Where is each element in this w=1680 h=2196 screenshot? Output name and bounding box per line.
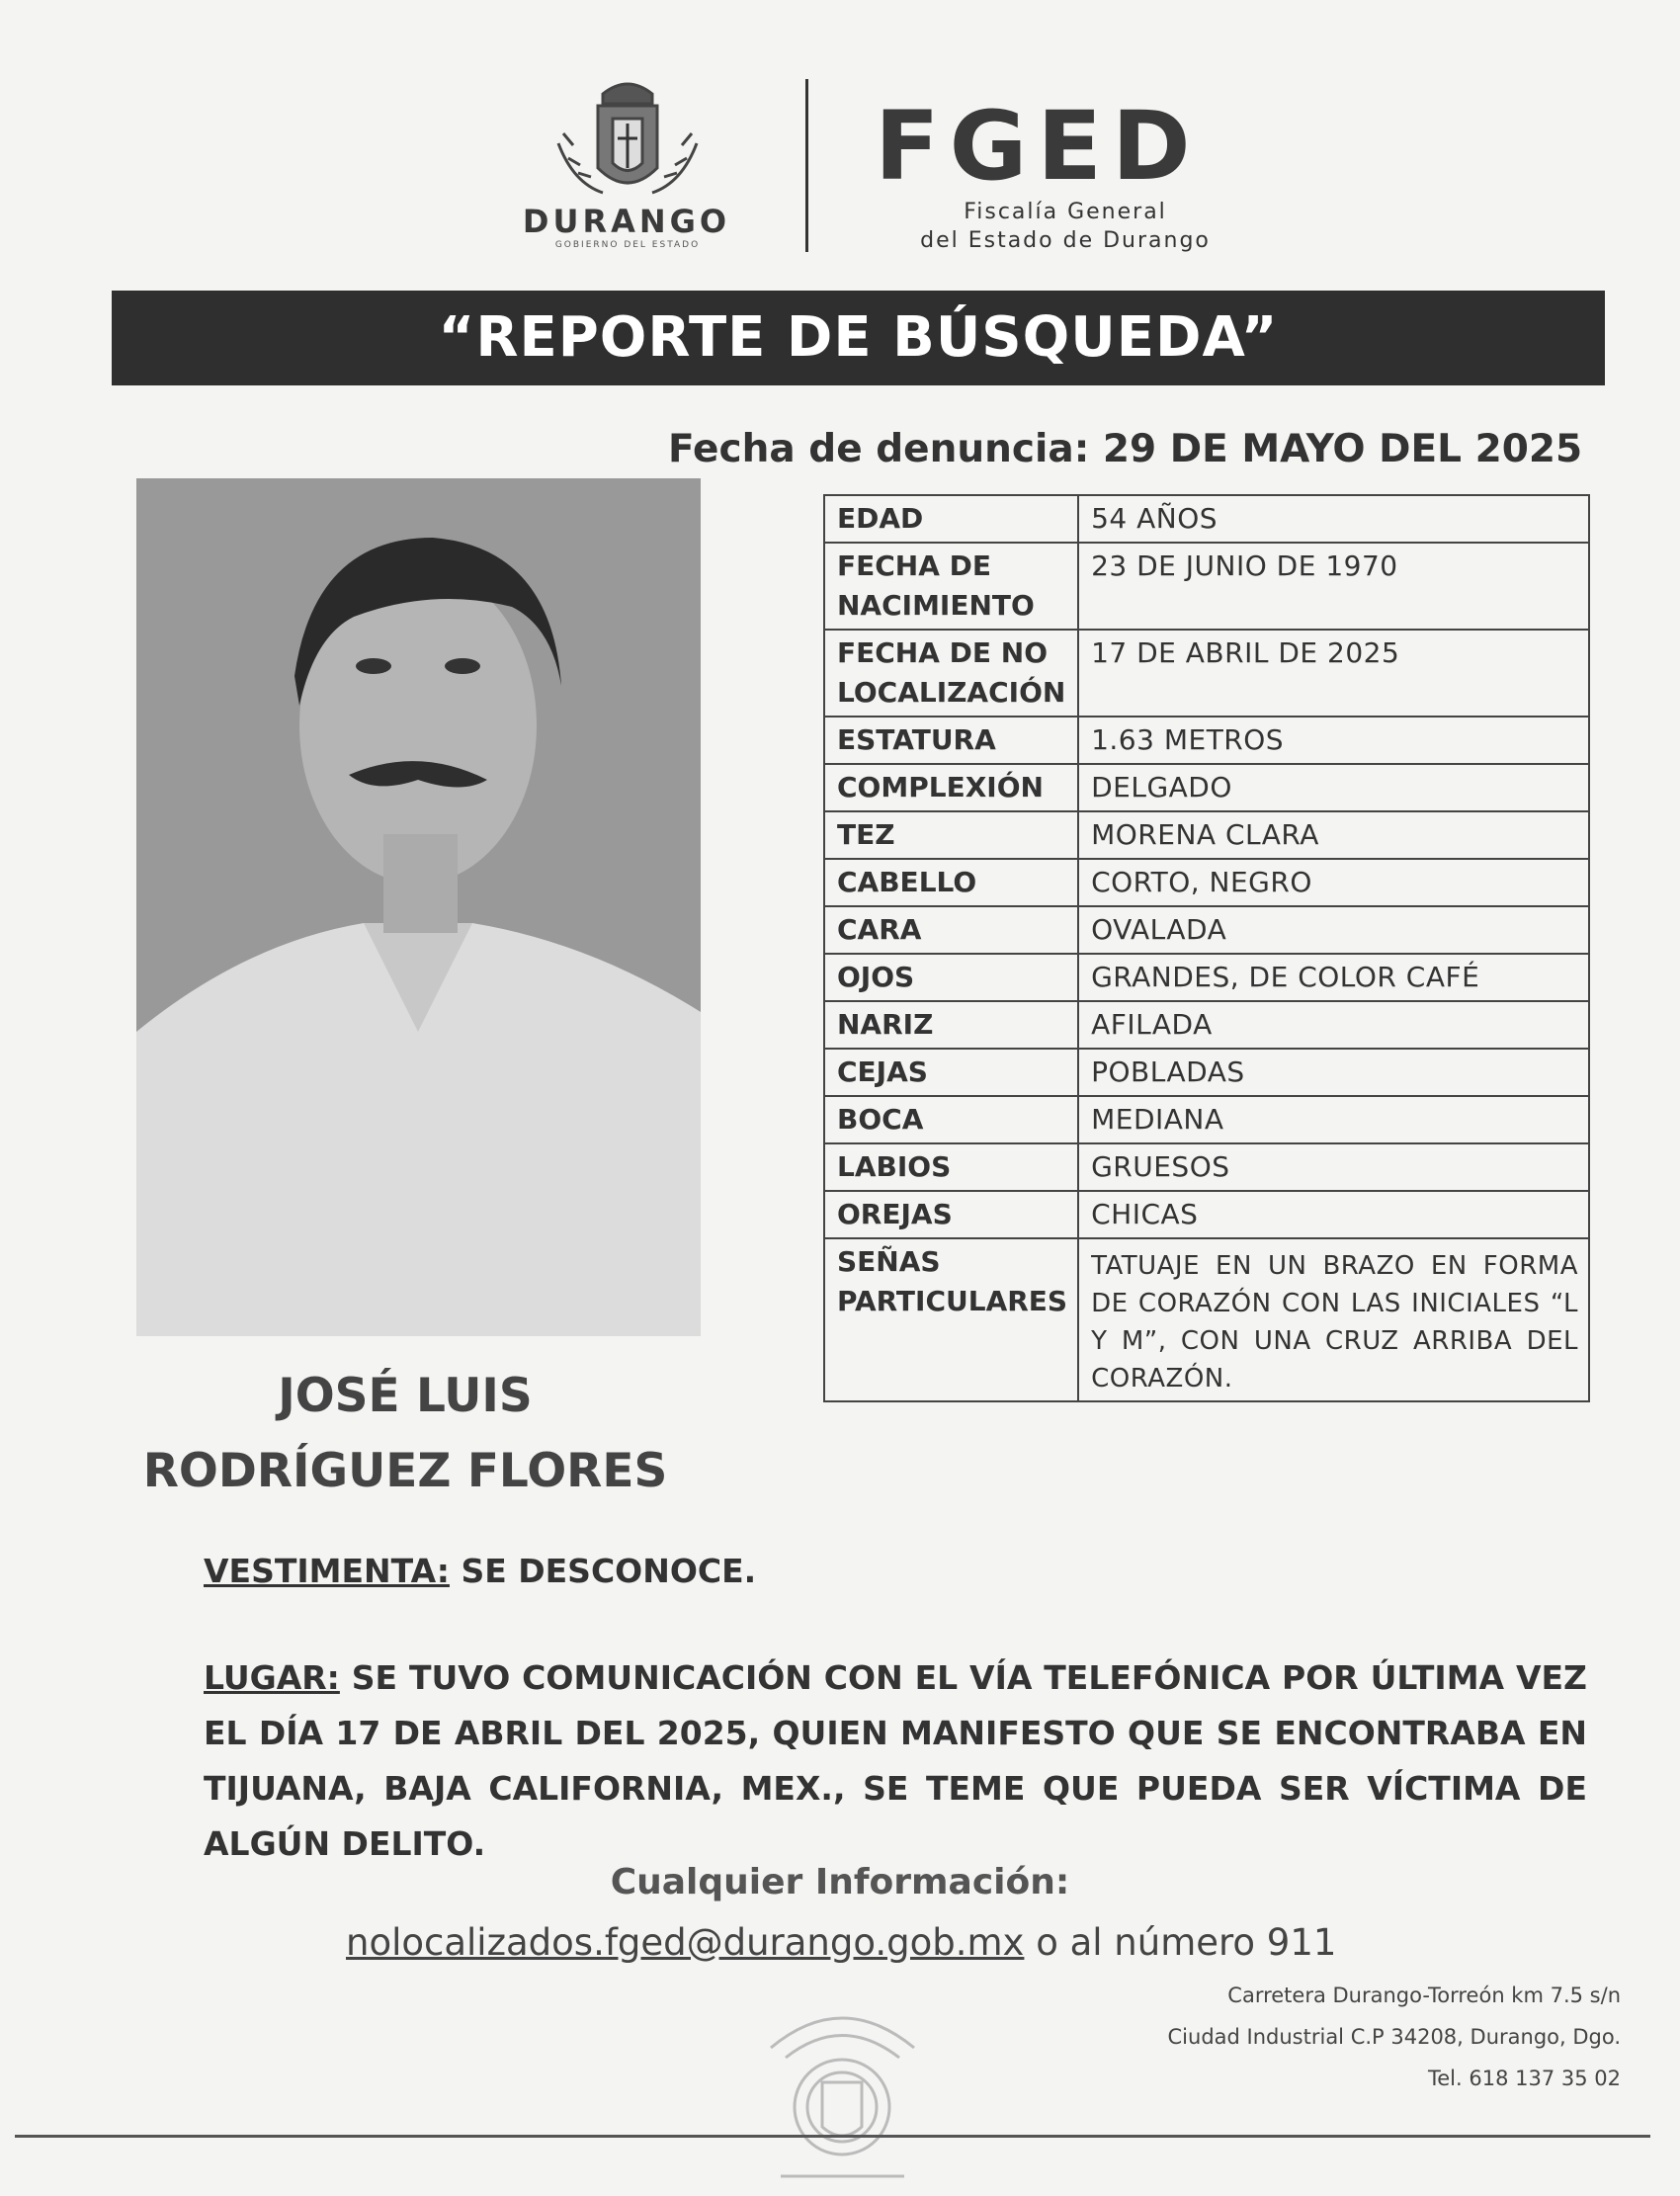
details-label: CARA: [824, 906, 1078, 954]
header-divider: [805, 79, 808, 252]
details-row: [824, 717, 1589, 764]
details-value: POBLADAS: [1078, 1049, 1589, 1096]
person-name-line2: RODRÍGUEZ FLORES: [142, 1444, 668, 1498]
details-label: BOCA: [824, 1096, 1078, 1143]
details-value: OVALADA: [1078, 906, 1589, 954]
place-label: LUGAR:: [204, 1658, 340, 1697]
agency-name: [878, 198, 1253, 255]
details-value: 17 DE ABRIL DE 2025: [1078, 630, 1589, 717]
report-title-banner: “REPORTE DE BÚSQUEDA”: [112, 291, 1605, 385]
details-label: ESTATURA: [824, 717, 1078, 764]
details-value: CORTO, NEGRO: [1078, 859, 1589, 906]
details-label: LABIOS: [824, 1143, 1078, 1191]
details-label: TEZ: [824, 811, 1078, 859]
details-label: NARIZ: [824, 1001, 1078, 1049]
details-value: DELGADO: [1078, 764, 1589, 811]
contact-heading: Cualquier Información:: [610, 1862, 1070, 1902]
details-value: 23 DE JUNIO DE 1970: [1078, 543, 1589, 630]
details-value: TATUAJE EN UN BRAZO EN FORMA DE CORAZÓN CON LAS INICIALES “L Y M”, CON UNA CRUZ ARRIBA DEL CORAZÓN.: [1078, 1238, 1589, 1401]
agency-address: [1067, 1975, 1621, 2099]
details-value: 1.63 METROS: [1078, 717, 1589, 764]
details-row: [824, 1049, 1589, 1096]
details-row: [824, 495, 1589, 543]
fged-seal-icon: [751, 1988, 934, 2186]
details-label: CABELLO: [824, 859, 1078, 906]
details-value: MORENA CLARA: [1078, 811, 1589, 859]
details-label: SEÑAS PARTICULARES: [824, 1238, 1078, 1401]
footer-divider: [15, 2135, 1650, 2138]
contact-email-link[interactable]: nolocalizados.fged@durango.gob.mx: [346, 1921, 1025, 1964]
agency-name-line1: Fiscalía General: [964, 200, 1167, 224]
person-details-table: [823, 494, 1590, 1402]
contact-line: [346, 1921, 1336, 1964]
details-row: [824, 1238, 1589, 1401]
details-label: FECHA DE NO LOCALIZACIÓN: [824, 630, 1078, 717]
details-row: [824, 1096, 1589, 1143]
clothing-label: VESTIMENTA:: [204, 1552, 450, 1590]
contact-phone-text: o al número 911: [1036, 1921, 1337, 1964]
person-name-line1: JOSÉ LUIS: [278, 1369, 533, 1423]
details-value: GRANDES, DE COLOR CAFÉ: [1078, 954, 1589, 1001]
details-label: OJOS: [824, 954, 1078, 1001]
place-section: [204, 1650, 1587, 1872]
agency-abbreviation: FGED: [875, 91, 1201, 202]
details-value: CHICAS: [1078, 1191, 1589, 1238]
details-value: 54 AÑOS: [1078, 495, 1589, 543]
agency-name-line2: del Estado de Durango: [920, 228, 1211, 253]
details-row: [824, 859, 1589, 906]
details-value: MEDIANA: [1078, 1096, 1589, 1143]
details-row: [824, 764, 1589, 811]
durango-logo-subtitle: GOBIERNO DEL ESTADO: [554, 240, 701, 250]
details-row: [824, 543, 1589, 630]
details-row: [824, 1191, 1589, 1238]
details-row: [824, 1001, 1589, 1049]
report-date: Fecha de denuncia: 29 DE MAYO DEL 2025: [668, 427, 1583, 471]
details-row: [824, 811, 1589, 859]
address-line2: Ciudad Industrial C.P 34208, Durango, Dgo.: [1167, 2025, 1621, 2049]
missing-person-photo: [136, 478, 701, 1336]
details-value: AFILADA: [1078, 1001, 1589, 1049]
person-name: [109, 1359, 702, 1509]
details-row: [824, 906, 1589, 954]
clothing-value: SE DESCONOCE.: [461, 1552, 757, 1590]
details-label: COMPLEXIÓN: [824, 764, 1078, 811]
details-label: CEJAS: [824, 1049, 1078, 1096]
details-label: EDAD: [824, 495, 1078, 543]
address-phone: Tel. 618 137 35 02: [1428, 2067, 1621, 2090]
details-label: FECHA DE NACIMIENTO: [824, 543, 1078, 630]
place-value: SE TUVO COMUNICACIÓN CON EL VÍA TELEFÓNICA POR ÚLTIMA VEZ EL DÍA 17 DE ABRIL DEL 2025, QUIEN MANIFESTO QUE SE ENCONTRABA EN TIJUANA, BAJA CALIFORNIA, MEX., SE TEME QUE PUEDA SER VÍCTIMA DE ALGÚN DELITO.: [204, 1658, 1587, 1863]
details-value: GRUESOS: [1078, 1143, 1589, 1191]
details-row: [824, 1143, 1589, 1191]
details-row: [824, 630, 1589, 717]
details-label: OREJAS: [824, 1191, 1078, 1238]
clothing-section: [204, 1552, 756, 1590]
durango-logo-text: DURANGO: [522, 203, 731, 240]
address-line1: Carretera Durango-Torreón km 7.5 s/n: [1227, 1984, 1621, 2007]
details-row: [824, 954, 1589, 1001]
